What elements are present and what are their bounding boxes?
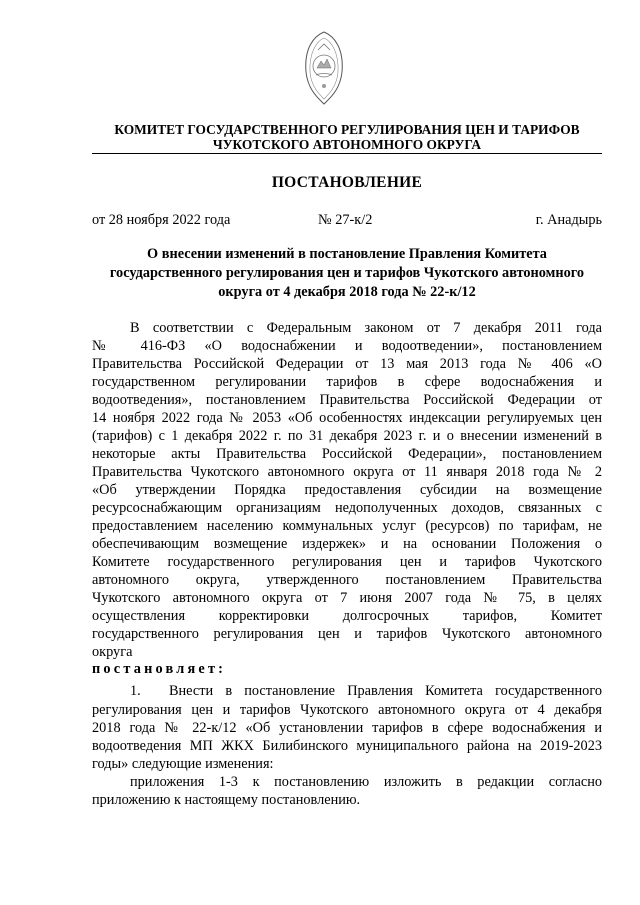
header-divider xyxy=(92,153,602,154)
body-line: регулирования цен и тарифов Чукотского автономного округа от 4 декабря xyxy=(92,702,602,718)
document-place: г. Анадырь xyxy=(535,212,602,228)
subject-line: О внесении изменений в постановление Правления Комитета xyxy=(147,246,547,262)
body-line: предоставлением населению коммунальных услуг (ресурсов) по тарифам, не xyxy=(92,518,602,534)
body-line: водоотведения МП ЖКХ Билибинского муниципального района на 2019-2023 xyxy=(92,738,602,754)
body-line: приложения 1-3 к постановлению изложить в редакции согласно xyxy=(130,774,602,790)
body-line: осуществления корректировки долгосрочных тарифов, Комитет xyxy=(92,608,602,624)
decree-word: постановляет: xyxy=(92,661,227,677)
body-line: Комитете государственного регулирования цен и тарифов Чукотского xyxy=(92,554,602,570)
body-line: государственном регулировании тарифов в сфере водоснабжения и xyxy=(92,374,602,390)
body-line: округа xyxy=(92,644,133,660)
subject-line: округа от 4 декабря 2018 года № 22-к/12 xyxy=(218,284,476,300)
body-line: автономного округа, утвержденного постановлением Правительства xyxy=(92,572,602,588)
body-line: № 416-ФЗ «О водоснабжении и водоотведении», постановлением xyxy=(92,338,602,354)
body-line: 2018 года № 22-к/12 «Об установлении тарифов в сфере водоснабжения и xyxy=(92,720,602,736)
body-line: «Об утверждении Порядка предоставления субсидии на возмещение xyxy=(92,482,602,498)
body-line: Правительства Российской Федерации от 13 мая 2013 года № 406 «О xyxy=(92,356,602,372)
org-name-line-1: КОМИТЕТ ГОСУДАРСТВЕННОГО РЕГУЛИРОВАНИЯ ЦЕН И ТАРИФОВ xyxy=(114,122,580,137)
coat-of-arms-emblem xyxy=(300,28,348,108)
body-line: Правительства Чукотского автономного округа от 11 января 2018 года № 2 xyxy=(92,464,602,480)
body-line: приложению к настоящему постановлению. xyxy=(92,792,361,808)
body-line: Чукотского автономного округа от 7 июня 2007 года № 75, в целях xyxy=(92,590,602,606)
item-first-line: Внести в постановление Правления Комитета государственного xyxy=(169,683,602,699)
body-line: ресурсоснабжающим организациям недополученных доходов, связанных с xyxy=(92,500,602,516)
body-line: государственного регулирования цен и тарифов Чукотского автономного xyxy=(92,626,602,642)
body-line: годы» следующие изменения: xyxy=(92,756,274,772)
body-line: 14 ноября 2022 года № 2053 «Об особенностях индексации регулируемых цен xyxy=(92,410,602,426)
document-number: № 27-к/2 xyxy=(318,212,373,228)
body-line: некоторые акты Правительства Российской Федерации», постановлением xyxy=(92,446,602,462)
subject-line: государственного регулирования цен и тарифов Чукотского автономного xyxy=(109,265,585,281)
body-line: обеспечивающим возмещение издержек» и на основании Положения о xyxy=(92,536,602,552)
document-date: от 28 ноября 2022 года xyxy=(92,212,231,228)
body-line: водоотведения», постановлением Правительства Российской Федерации от xyxy=(92,392,602,408)
org-name-line-2: ЧУКОТСКОГО АВТОНОМНОГО ОКРУГА xyxy=(212,137,482,152)
item-number: 1. xyxy=(130,683,141,699)
body-line: (тарифов) с 1 декабря 2022 г. по 31 декабря 2023 г. и о внесении изменений в xyxy=(92,428,602,444)
document-type-title: ПОСТАНОВЛЕНИЕ xyxy=(271,174,423,191)
body-line: В соответствии с Федеральным законом от 7 декабря 2011 года xyxy=(130,320,602,336)
